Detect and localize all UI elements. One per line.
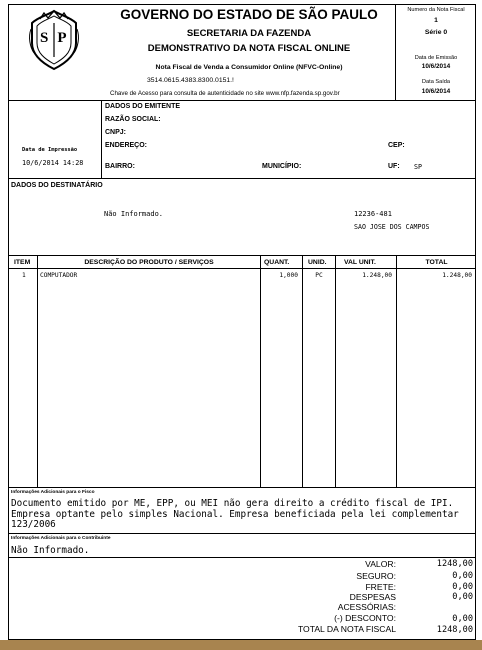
razao-social-label: RAZÃO SOCIAL: [105,116,161,123]
fisco-bottom-border [8,533,476,534]
seguro-value: 0,00 [452,571,473,581]
nfvc-subtitle: Nota Fiscal de Venda a Consumidor Online (NFVC-Online) [155,64,343,71]
emission-date-label: Data de Emissão [414,55,458,61]
municipio-label: MUNICÍPIO: [262,163,302,170]
col-divider-descricao [260,255,261,487]
acessorias-label: ACESSÓRIAS: [337,602,396,612]
despesas-label: DESPESAS [349,592,396,602]
cnpj-label: CNPJ: [105,129,127,136]
total-nota-value: 1248,00 [436,625,473,635]
secretaria-title: SECRETARIA DA FAZENDA [186,28,312,39]
fisco-text: Documento emitido por ME, EPP, ou MEI não gera direito a crédito fiscal de IPI. Empresa optante pelo simples Nacional. Empresa beneficiada pela lei complementar 123/2006 [11,498,459,530]
header-total: TOTAL [425,259,448,266]
emission-date-value: 10/6/2014 [421,63,451,70]
emitente-bottom-border [8,178,476,179]
emitente-divider [101,100,102,178]
frete-label: FRETE: [365,582,396,592]
destinatario-title: DADOS DO DESTINATÁRIO [11,182,103,189]
despesas-value: 0,00 [452,592,473,602]
row-val-unit: 1.248,00 [362,272,392,279]
endereco-label: ENDEREÇO: [105,142,148,149]
destinatario-name: Não Informado. [104,210,164,218]
cep-label: CEP: [388,142,405,149]
destinatario-code: 12236-481 [354,210,392,218]
exit-date-label: Data Saída [422,79,450,85]
destinatario-city: SAO JOSE DOS CAMPOS [354,223,430,231]
valor-value: 1248,00 [436,559,473,569]
invoice-series: Série 0 [424,29,448,36]
bairro-label: BAIRRO: [105,163,135,170]
contribuinte-bottom-border [8,557,476,558]
row-total: 1.248,00 [442,272,472,279]
seguro-label: SEGURO: [356,571,396,581]
row-unid: PC [315,272,323,279]
frete-value: 0,00 [452,582,473,592]
row-quant: 1,000 [279,272,298,279]
desconto-value: 0,00 [452,614,473,624]
invoice-number-value: 1 [434,17,438,24]
header-descricao: DESCRIÇÃO DO PRODUTO / SERVIÇOS [84,259,214,266]
destinatario-bottom-border [8,255,476,256]
government-title: GOVERNO DO ESTADO DE SÃO PAULO [120,7,378,22]
total-nota-label: TOTAL DA NOTA FISCAL [297,624,396,634]
uf-value: SP [414,163,422,171]
header-unid: UNID. [308,259,327,266]
col-divider-quant [302,255,303,487]
demonstrativo-title: DEMONSTRATIVO DA NOTA FISCAL ONLINE [147,43,351,54]
col-divider-val-unit [396,255,397,487]
items-header-border [8,268,476,269]
access-key-note: Chave de Acesso para consulta de autenticidade no site www.nfp.fazenda.sp.gov.br [110,90,340,97]
print-date-label: Data de Impressão [22,147,78,153]
emitente-title: DADOS DO EMITENTE [105,103,181,110]
header-item: ITEM [14,259,31,266]
valor-label: VALOR: [365,559,396,569]
seal-letters: SP [40,30,76,46]
items-bottom-border [8,487,476,488]
header-quant: QUANT. [264,259,290,266]
uf-label: UF: [388,163,400,170]
contribuinte-text: Não Informado. [11,545,90,556]
col-divider-item [37,255,38,487]
print-date-value: 10/6/2014 14:28 [22,159,84,167]
col-divider-unid [335,255,336,487]
invoice-number-label: Numero da Nota Fiscal [407,7,465,13]
header-bottom-border [8,100,476,101]
row-descricao: COMPUTADOR [40,272,78,279]
exit-date-value: 10/6/2014 [421,88,451,95]
header-val-unit: VAL UNIT. [344,259,376,266]
fisco-label: Informações Adicionais para o Fisco [11,490,95,495]
row-item: 1 [22,272,26,279]
contribuinte-label: Informações Adicionais para o Contribuinte [11,536,111,541]
access-key: 3514.0615.4383.8300.0151.! [147,77,234,84]
desk-surface [0,640,482,650]
state-seal-logo [26,9,82,71]
desconto-label: (-) DESCONTO: [334,613,396,623]
